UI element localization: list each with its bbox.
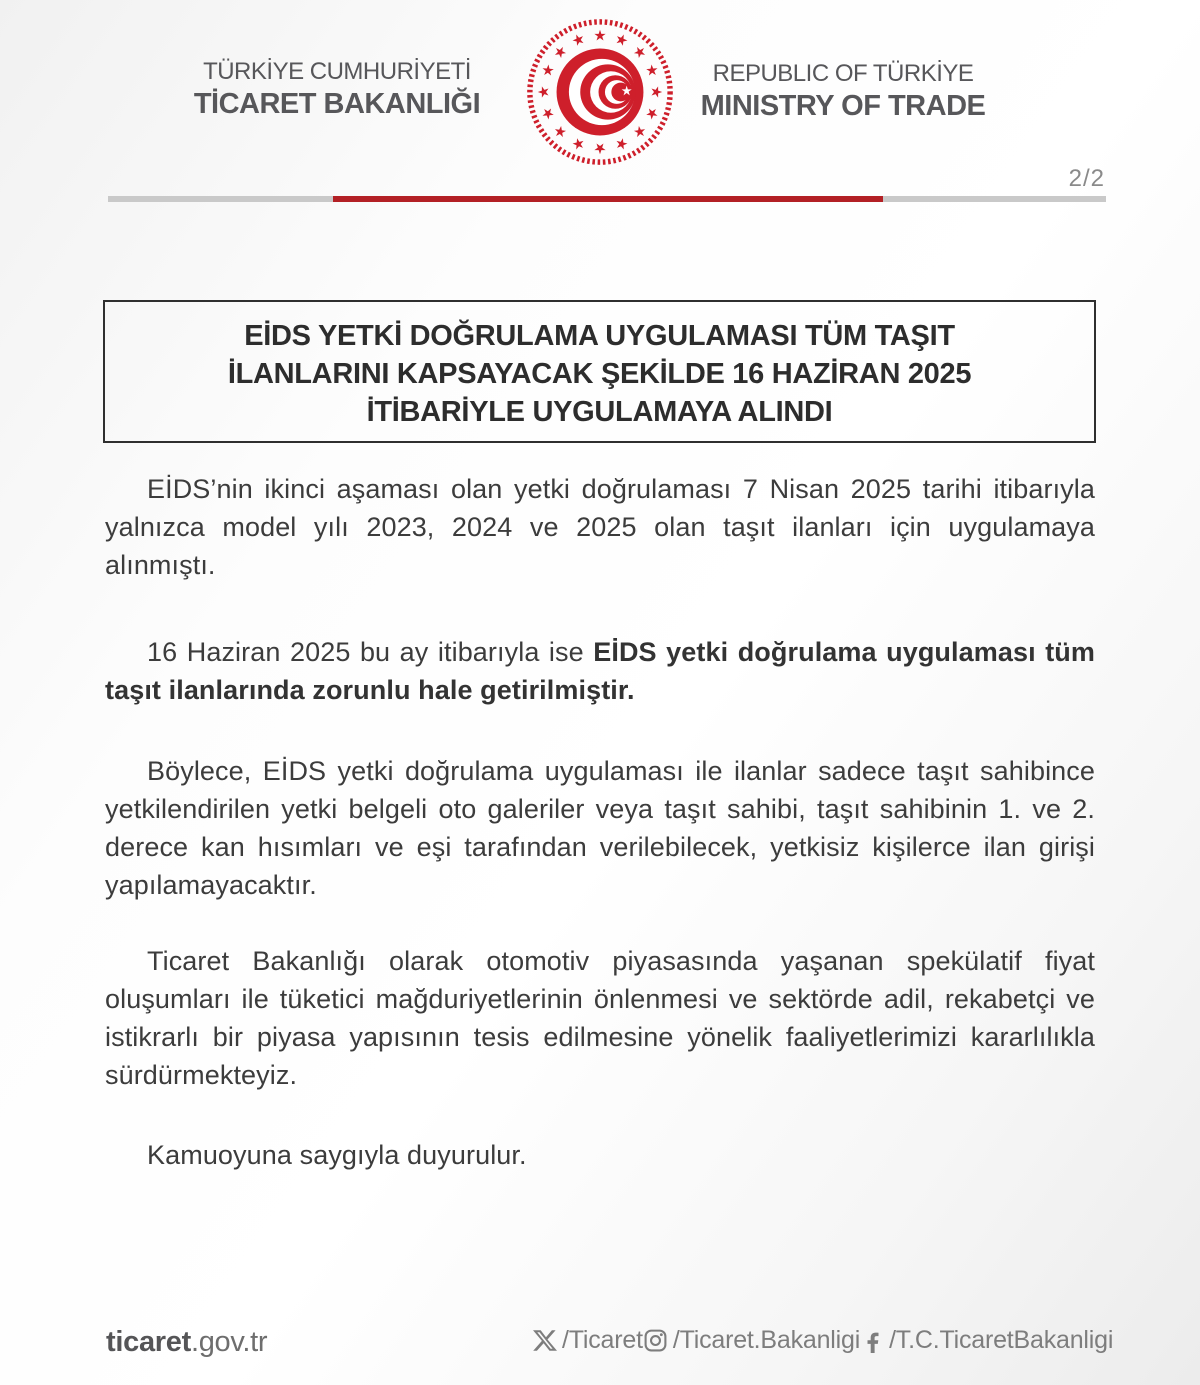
social-x-handle [533, 1326, 643, 1355]
social-instagram-handle [643, 1326, 860, 1355]
emblem-crescents [557, 49, 644, 136]
social-facebook-handle-text: /T.C.TicaretBakanligi [889, 1326, 1114, 1354]
org-name-turkish-line1: TÜRKİYE CUMHURİYETİ [203, 58, 471, 85]
title-line-2: İLANLARINI KAPSAYACAK ŞEKİLDE 16 HAZİRAN 2025 [227, 358, 972, 390]
instagram-icon [643, 1328, 668, 1353]
org-name-english-line1: REPUBLIC OF TÜRKİYE [712, 60, 974, 87]
announcement-title-box [103, 300, 1096, 443]
page-indicator: 2/2 [1068, 165, 1105, 192]
website-url-bold: ticaret [106, 1326, 191, 1358]
x-icon [533, 1329, 557, 1353]
paragraph-2-bold: EİDS yetki doğrulama uygulaması tüm taşıt ilanlarında zorunlu hale getirilmiştir. [105, 637, 1095, 705]
org-name-turkish [172, 56, 502, 121]
social-x-handle-text: /Ticaret [562, 1326, 643, 1354]
title-line-1: EİDS YETKİ DOĞRULAMA UYGULAMASI TÜM TAŞIT [244, 320, 955, 352]
org-name-english [678, 58, 1008, 123]
ministry-of-trade-emblem-logo [521, 13, 679, 171]
paragraph-1: EİDS’nin ikinci aşaması olan yetki doğrulaması 7 Nisan 2025 tarihi itibarıyla yalnızca model yılı 2023, 2024 ve 2025 olan taşıt ilanları için uygulamaya alınmıştı. [105, 474, 1095, 580]
page-title [105, 317, 1094, 431]
website-url [106, 1326, 267, 1359]
paragraph-3: Böylece, EİDS yetki doğrulama uygulaması ile ilanlar sadece taşıt sahibince yetkilendirilen yetki belgeli oto galeriler veya taşıt sahibi, taşıt sahibinin 1. ve 2. derece kan hısımları ve eşi tarafından verilebilecek, yetkisiz kişilerce ilan girişi yapılamayacaktır. [105, 756, 1095, 900]
divider-gray-right [883, 196, 1106, 202]
divider-red-center [333, 196, 884, 202]
title-line-3: İTİBARİYLE UYGULAMAYA ALINDI [366, 396, 833, 428]
paragraph-5-closing: Kamuoyuna saygıyla duyurulur. [147, 1140, 527, 1170]
social-instagram-handle-text: /Ticaret.Bakanligi [672, 1326, 861, 1354]
org-name-turkish-line2: TİCARET BAKANLIĞI [193, 88, 481, 120]
paragraph-2 [105, 633, 1095, 709]
facebook-icon [860, 1329, 884, 1353]
paragraph-2-regular: 16 Haziran 2025 bu ay itibarıyla ise [147, 637, 594, 667]
paragraph-4: Ticaret Bakanlığı olarak otomotiv piyasasında yaşanan spekülatif fiyat oluşumları ile tüketici mağduriyetlerinin önlenmesi ve sektörde adil, rekabetçi ve istikrarlı bir piyasa yapısının tesis edilmesine yönelik faaliyetlerimizi kararlılıkla sürdürmekteyiz. [105, 946, 1095, 1090]
website-url-rest: .gov.tr [190, 1326, 268, 1358]
social-facebook-handle [860, 1326, 1113, 1355]
header-divider-line [108, 196, 1106, 202]
org-name-english-line2: MINISTRY OF TRADE [700, 90, 986, 122]
divider-gray-left [108, 196, 333, 202]
social-handles-row [533, 1326, 1114, 1355]
